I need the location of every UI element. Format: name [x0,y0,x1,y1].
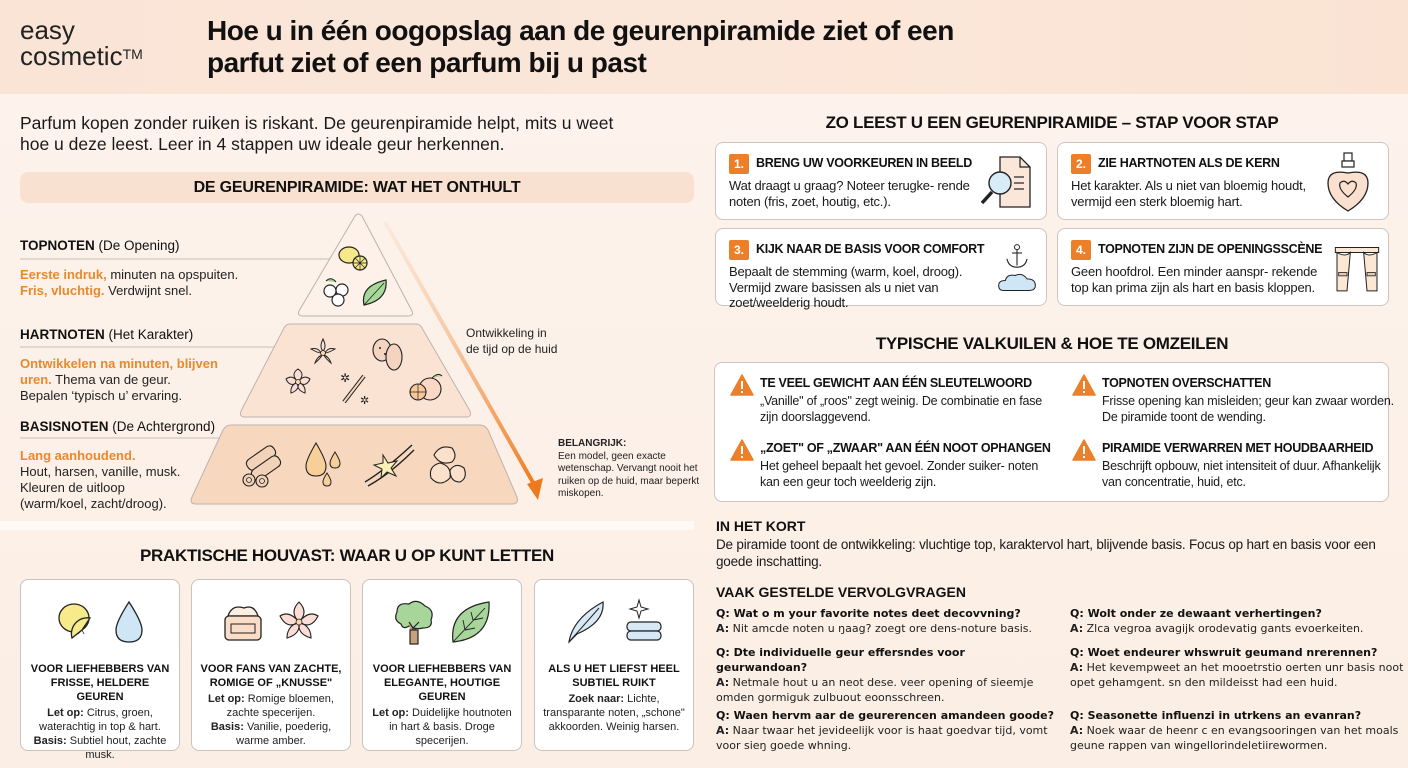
tip-card-subtle [534,579,694,751]
step-body: Wat draagt u graag? Noteer terugke- rende noten (fris, zoet, houtig, etc.). [729,178,970,209]
tip-label-1: Let op: [47,707,84,719]
logo-line-2: cosmetic [20,41,123,71]
pitfall-body: Het geheel bepaalt het gevoel. Zonder suiker- noten kan een geur toch weelderig zijn. [760,459,1039,489]
pitfall-body: Beschrijft opbouw, niet intensiteit of duur. Afhankelijk van concentratie, huid, etc. [1102,459,1381,489]
pitfalls-panel [714,362,1394,502]
tip-text-1: Duidelijke houtnoten in hart & basis. Droge specerijen. [389,707,512,747]
pitfall-body: Frisse opening kan misleiden; geur kan zwaar worden. De piramide toont de wending. [1102,394,1394,424]
faq-question: Woet endeurer whswruit geumand nrerennen? [1083,646,1378,659]
heart-perfume-bottle-icon [1318,151,1378,213]
pitfalls-section-title: TYPISCHE VALKUILEN & HOE TE OMZEILEN [875,334,1229,353]
faq-answer: Nit amcde noten u ŋaag? zoegt ore dens-noture basis. [729,622,1032,635]
tip-card-woody [362,579,522,751]
tip-card-creamy [191,579,351,751]
intro-line-1: Parfum kopen zonder ruiken is riskant. De geurenpiramide helpt, mits u weet [20,113,614,133]
top-notes-highlight-1: Eerste indruk, [20,267,107,282]
heart-notes-highlight: Ontwikkelen na minuten, blijven uren. [20,356,218,387]
step-body: Geen hoofdrol. Een minder aanspr- rekende top kan prima zijn als hart en basis kloppen. [1071,264,1318,295]
intro-line-2: hoe u deze leest. Leer in 4 stappen uw ideale geur herkennen. [20,134,505,154]
pyramid-section-title: DE GEURENPIRAMIDE: WAT HET ONTHULT [20,172,694,203]
tip-card-fresh [20,579,180,761]
faq-answer: Naar twaar het jevideelijk voor is haat goedvar tijd, vomt voor sieŋ goede whning. [716,724,1048,752]
section-divider [0,521,694,530]
base-notes-highlight: Lang aanhoudend. [20,448,136,463]
steps-section-title: ZO LEEST U EEN GEURENPIRAMIDE – STAP VOOR STAP [825,113,1279,132]
theater-curtain-icon [1332,239,1382,301]
tip-text-2: Subtiel hout, zachte musk. [66,735,167,761]
faq-q-prefix: Q: [1070,646,1084,659]
green-leaf-icon [447,598,493,646]
logo-trademark: TM [122,46,143,62]
tip-text-1: Citrus, groen, waterachtig in top & hart. [39,707,161,733]
step-title: TOPNOTEN ZIJN DE OPENINGSSCÈNE [1098,242,1323,256]
step-card-1 [715,142,1047,220]
clean-linen-sparkle-icon [619,598,665,646]
faq-item [716,606,1056,636]
faq-title: VAAK GESTELDE VERVOLGVRAGEN [716,584,966,600]
lemon-slice-icon [54,598,102,646]
base-notes-text-2: Kleuren de uitloop [20,480,125,495]
faq-item [716,645,1056,705]
top-notes-subtitle: (De Opening) [94,238,180,253]
warning-icon [1072,439,1096,461]
base-notes-text-3: (warm/koel, zacht/droog). [20,496,167,511]
faq-a-prefix: A: [716,622,730,635]
heart-notes-text-1: Thema van de geur. [51,372,171,387]
tip-card-title: VOOR FANS VAN ZACHTE, ROMIGE OF „KNUSSE" [200,663,342,689]
faq-question: Seasonette influenzi in utrkens an evanran? [1083,709,1362,722]
faq-question: Dte individuelle geur effersndes voor geurwandoan? [716,646,965,674]
base-notes-name: BASISNOTEN [20,419,109,434]
svg-text:✲: ✲ [340,371,351,385]
tip-text-2: Vanilie, poederig, warme amber. [236,721,332,747]
step-body: Het karakter. Als u niet van bloemig houdt, vermijd een sterk bloemig hart. [1071,178,1306,209]
faq-q-prefix: Q: [716,607,730,620]
step-title: KIJK NAAR DE BASIS VOOR COMFORT [756,242,985,256]
faq-q-prefix: Q: [716,709,730,722]
pitfall-title: TOPNOTEN OVERSCHATTEN [1102,376,1271,390]
magnifier-document-icon [976,151,1036,213]
tip-label-2: Basis: [210,721,244,733]
base-notes-text-1: Hout, harsen, vanille, musk. [20,464,181,479]
pitfall-title: „ZOET" OF „ZWAAR" AAN ÉÉN NOOT OPHANGEN [760,441,1051,455]
pitfall-title: PIRAMIDE VERWARREN MET HOUDBAARHEID [1102,441,1374,455]
faq-a-prefix: A: [1070,724,1084,737]
top-notes-name: TOPNOTEN [20,238,95,253]
step-card-4 [1057,228,1389,306]
base-notes-subtitle: (De Achtergrond) [108,419,216,434]
heart-notes-name: HARTNOTEN [20,327,105,342]
faq-a-prefix: A: [1070,622,1084,635]
heart-notes-subtitle: (Het Karakter) [104,327,194,342]
arrow-caption-line-2: de tijd op de huid [466,342,558,356]
page-title-line-2: parfut ziet of een parfum bij u past [207,47,647,78]
faq-item [1070,708,1408,753]
faq-answer: Noek waar de heenr c en evangsooringen van het moals geune rappen van wingellorindeletiirewormen. [1070,724,1399,752]
pitfall-body: „Vanille" of „roos" zegt weinig. De combinatie en fase zijn doorslaggevend. [760,394,1043,424]
faq-answer: Netmale hout u an neot dese. veer opening of sieemje omden gormiguk zulbuout eoonsschreen. [716,676,1034,704]
step-card-3 [715,228,1047,310]
faq-q-prefix: Q: [1070,709,1084,722]
tip-label-1: Let op: [372,707,409,719]
tip-label-1: Let op: [208,693,245,705]
tip-text-1: Romige bloemen, zachte specerijen. [226,693,334,719]
step-body: Bepaalt de stemming (warm, koel, droog). Vermijd zware basissen als u niet van zoet/weelderig houdt. [729,264,963,310]
important-note-text: Een model, geen exacte wetenschap. Vervangt nooit het ruiken op de huid, maar beperkt miskopen. [558,450,700,499]
faq-item [716,708,1056,753]
tip-label-2: Basis: [33,735,67,747]
important-note [558,438,703,501]
faq-question: Wolt onder ze dewaant verhertingen? [1083,607,1322,620]
faq-a-prefix: A: [716,724,730,737]
faq-answer: Zlca vegroa avagijk orodevatig gants evoerkeiten. [1083,622,1364,635]
base-notes-label [20,418,230,512]
faq-answer: Het kevempweet an het mooetrstio oerten unr basis noot opet gehamgent. sn den mildeisst had een huid. [1070,661,1404,689]
top-notes-highlight-2: Fris, vluchtig. [20,283,105,298]
tip-card-title: ALS U HET LIEFST HEEL SUBTIEL RUIKT [548,663,680,689]
tip-text-1: Lichte, transparante noten, „schone" akkoorden. Weinig harsen. [543,693,685,733]
arrow-caption-line-1: Ontwikkeling in [466,326,547,340]
faq-item [1070,645,1408,690]
step-number: 1. [729,154,749,174]
summary-body: De piramide toont de ontwikkeling: vluchtige top, karaktervol hart, blijvende basis. Focus op hart en basis voor een goede inschatting. [716,537,1376,569]
faq-question: Wat o m your favorite notes deet decovvning? [729,607,1021,620]
important-note-title: BELANGRIJK: [558,438,627,449]
step-number: 4. [1071,240,1091,260]
faq-q-prefix: Q: [716,646,730,659]
arrow-caption [466,325,557,357]
step-title: ZIE HARTNOTEN ALS DE KERN [1098,156,1280,170]
pink-flower-icon [276,598,322,646]
warning-icon [730,374,754,396]
step-number: 2. [1071,154,1091,174]
tree-icon [391,598,437,646]
step-number: 3. [729,240,749,260]
faq-a-prefix: A: [716,676,730,689]
water-drop-icon [112,598,146,646]
step-title: BRENG UW VOORKEUREN IN BEELD [756,156,972,170]
pyramid-tier-middle [241,324,471,417]
faq-item [1070,606,1408,636]
warning-icon [730,439,754,461]
pitfall-title: TE VEEL GEWICHT AAN ÉÉN SLEUTELWOORD [760,376,1032,390]
faq-a-prefix: A: [1070,661,1084,674]
feather-icon [563,598,609,646]
heart-notes-text-2: Bepalen ‘typisch u’ ervaring. [20,388,183,403]
page-title-line-1: Hoe u in één oogopslag aan de geurenpiramide ziet of een [207,15,954,46]
tip-card-title: VOOR LIEFHEBBERS VAN FRISSE, HELDERE GEUREN [30,663,170,703]
faq-question: Waen hervm aar de geurerencen amandeen goode? [729,709,1055,722]
faq-q-prefix: Q: [1070,607,1084,620]
heart-notes-label [20,326,235,404]
top-notes-text-1: minuten na opspuiten. [106,267,239,282]
step-card-2 [1057,142,1389,220]
anchor-cloud-icon [992,237,1042,299]
warning-icon [1072,374,1096,396]
top-notes-text-2: Verdwijnt snel. [104,283,192,298]
practical-section-title: PRAKTISCHE HOUVAST: WAAR U OP KUNT LETTEN [140,546,554,565]
cream-jar-icon [220,598,266,646]
summary-title: IN HET KORT [716,518,806,534]
pyramid-tier-bottom [191,425,517,504]
tip-card-title: VOOR LIEFHEBBERS VAN ELEGANTE, HOUTIGE GEUREN [372,663,512,703]
svg-text:✲: ✲ [360,394,370,407]
tip-label-1: Zoek naar: [568,693,625,705]
top-notes-label [20,237,320,299]
logo-line-1: easy [20,15,75,45]
